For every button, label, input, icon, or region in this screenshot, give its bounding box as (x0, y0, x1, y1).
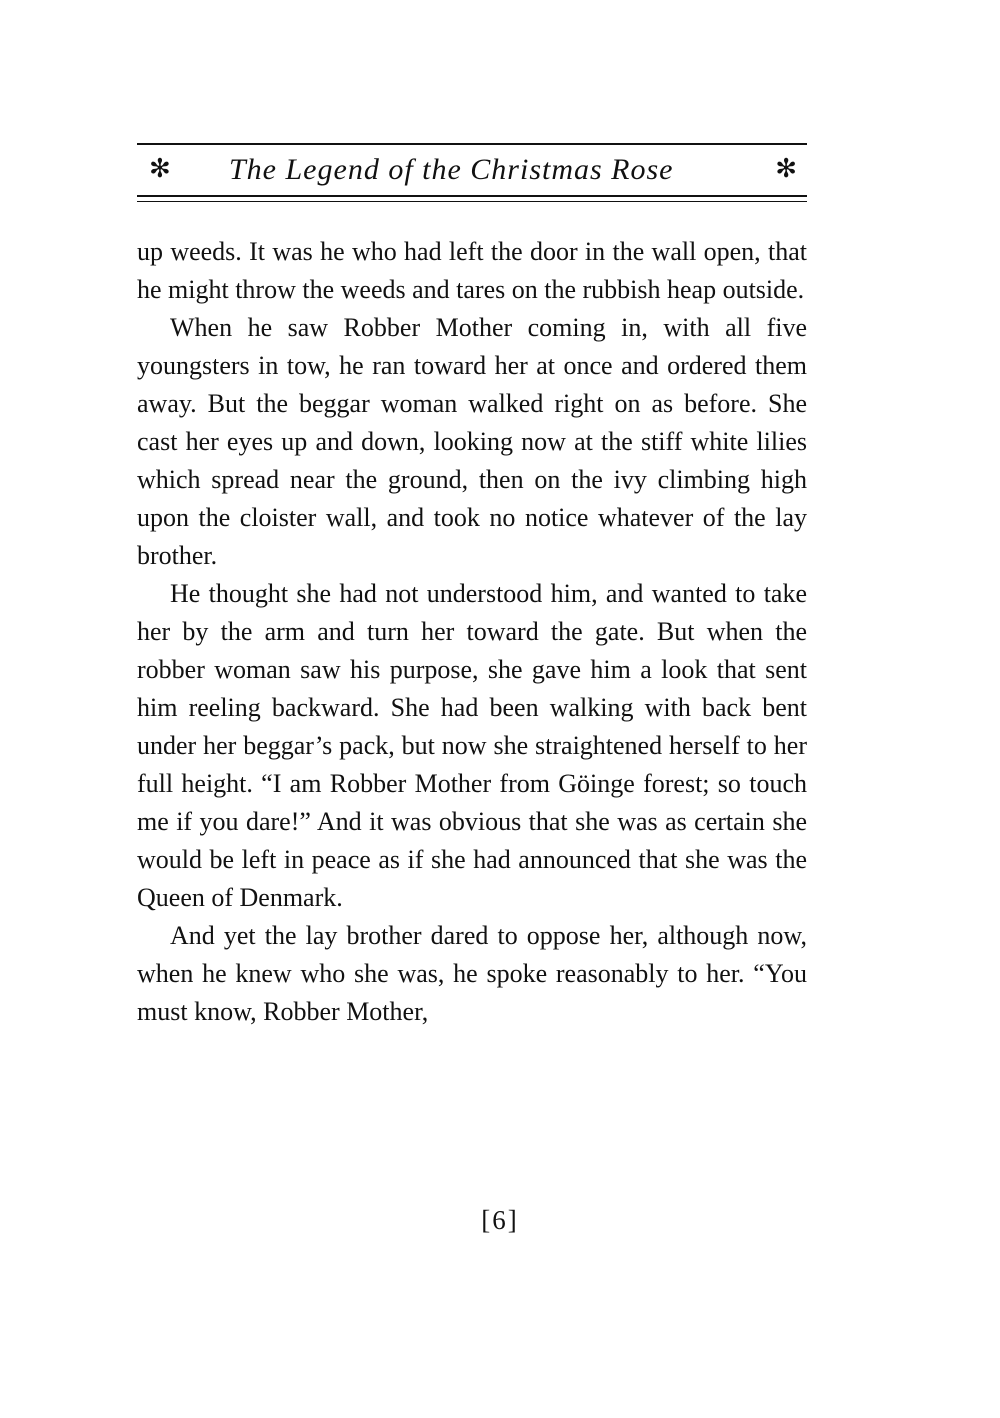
paragraph: And yet the lay brother dared to oppose her, although now, when he knew who she was, he spoke reasonably to her. “You must know, Robber Mother, (137, 921, 807, 1026)
header-double-rule (137, 195, 807, 202)
flower-ornament-icon: ✻ (775, 154, 797, 183)
running-title: The Legend of the Christmas Rose (229, 153, 674, 186)
body-text (137, 233, 807, 1031)
page-number: [6] (481, 1205, 519, 1235)
header-row (137, 145, 807, 195)
running-header (137, 143, 807, 202)
asterisk-ornament-icon: ✻ (149, 154, 171, 183)
paragraph: up weeds. It was he who had left the door in the wall open, that he might throw the weeds and tares on the rubbish heap outside. (137, 237, 807, 304)
paragraph: He thought she had not understood him, and wanted to take her by the arm and turn her toward the gate. But when the robber woman saw his purpose, she gave him a look that sent him reeling backward. She had been walking with back bent under her beggar’s pack, but now she straightened herself to her full height. “I am Robber Mother from Göinge forest; so touch me if you dare!” And it was obvious that she was as certain she would be left in peace as if she had announced that she was the Queen of Denmark. (137, 579, 807, 912)
paragraph: When he saw Robber Mother coming in, with all five youngsters in tow, he ran toward her at once and ordered them away. But the beggar woman walked right on as before. She cast her eyes up and down, looking now at the stiff white lilies which spread near the ground, then on the ivy climbing high upon the cloister wall, and took no notice whatever of the lay brother. (137, 313, 807, 570)
